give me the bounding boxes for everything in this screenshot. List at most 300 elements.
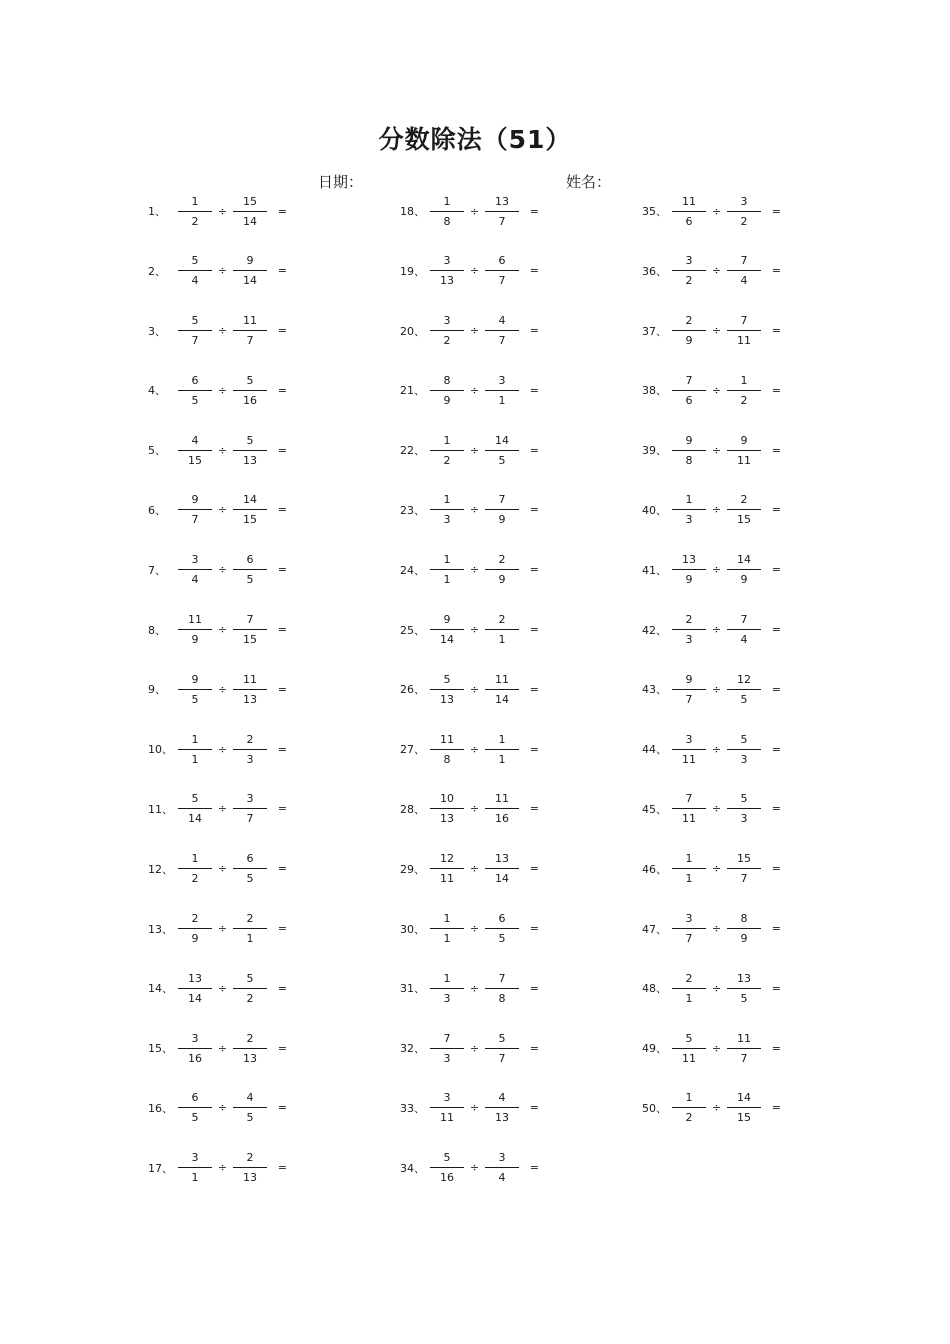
- denominator: 9: [498, 573, 506, 587]
- denominator: 15: [243, 513, 257, 527]
- equals-sign: =: [771, 742, 781, 756]
- problem-expression: [400, 1151, 539, 1185]
- denominator: 1: [443, 932, 451, 946]
- fraction-b: [485, 672, 519, 707]
- division-sign: ÷: [469, 204, 480, 218]
- fraction-a: [178, 433, 212, 468]
- fraction-bar: [727, 1107, 761, 1108]
- fraction-bar: [672, 629, 706, 630]
- fraction-b: [727, 433, 761, 468]
- numerator: 2: [246, 1151, 254, 1165]
- numerator: 3: [498, 1151, 506, 1165]
- fraction-bar: [727, 390, 761, 391]
- fraction-b: [727, 732, 761, 767]
- numerator: 13: [188, 971, 202, 985]
- equals-sign: =: [529, 383, 539, 397]
- fraction-a: [430, 552, 464, 587]
- fraction-bar: [430, 1167, 464, 1168]
- problem-expression: [642, 493, 781, 527]
- problem-expression: [148, 433, 287, 467]
- denominator: 1: [498, 752, 506, 766]
- fraction-bar: [430, 749, 464, 750]
- denominator: 13: [243, 453, 257, 467]
- division-sign: ÷: [217, 682, 228, 696]
- denominator: 4: [191, 274, 199, 288]
- numerator: 4: [191, 433, 199, 447]
- numerator: 1: [443, 553, 451, 567]
- problem-row: [148, 369, 378, 429]
- numerator: 3: [191, 553, 199, 567]
- fraction-bar: [233, 808, 267, 809]
- fraction-bar: [178, 450, 212, 451]
- equals-sign: =: [771, 802, 781, 816]
- fraction-bar: [178, 1167, 212, 1168]
- problem-number: 29、: [400, 862, 425, 876]
- fraction-a: [672, 851, 706, 886]
- problem-number: 42、: [642, 623, 667, 637]
- fraction-bar: [233, 988, 267, 989]
- problem-row: [400, 609, 630, 669]
- numerator: 8: [740, 912, 748, 926]
- fraction-bar: [233, 868, 267, 869]
- denominator: 11: [682, 752, 696, 766]
- denominator: 1: [443, 573, 451, 587]
- fraction-bar: [430, 1048, 464, 1049]
- equals-sign: =: [277, 742, 287, 756]
- problem-expression: [642, 373, 781, 407]
- denominator: 4: [740, 274, 748, 288]
- numerator: 11: [243, 672, 257, 686]
- equals-sign: =: [529, 1161, 539, 1175]
- fraction-a: [178, 791, 212, 826]
- equals-sign: =: [771, 383, 781, 397]
- numerator: 3: [191, 1151, 199, 1165]
- problem-number: 5、: [148, 444, 166, 458]
- fraction-bar: [233, 509, 267, 510]
- numerator: 5: [498, 1031, 506, 1045]
- numerator: 3: [443, 314, 451, 328]
- numerator: 8: [443, 373, 451, 387]
- numerator: 1: [443, 912, 451, 926]
- fraction-bar: [727, 1048, 761, 1049]
- equals-sign: =: [771, 264, 781, 278]
- fraction-a: [178, 1150, 212, 1185]
- fraction-bar: [430, 390, 464, 391]
- fraction-bar: [178, 928, 212, 929]
- numerator: 1: [443, 194, 451, 208]
- denominator: 11: [737, 334, 751, 348]
- fraction-bar: [485, 211, 519, 212]
- problem-expression: [400, 314, 539, 348]
- numerator: 10: [440, 792, 454, 806]
- equals-sign: =: [529, 204, 539, 218]
- problem-number: 3、: [148, 324, 166, 338]
- fraction-a: [672, 373, 706, 408]
- problem-expression: [148, 792, 287, 826]
- fraction-bar: [485, 569, 519, 570]
- fraction-b: [485, 373, 519, 408]
- division-sign: ÷: [711, 324, 722, 338]
- numerator: 9: [246, 254, 254, 268]
- problem-number: 49、: [642, 1042, 667, 1056]
- date-label: 日期：: [318, 173, 364, 191]
- division-sign: ÷: [711, 563, 722, 577]
- fraction-bar: [672, 988, 706, 989]
- denominator: 7: [685, 692, 693, 706]
- denominator: 1: [498, 633, 506, 647]
- denominator: 5: [498, 932, 506, 946]
- fraction-bar: [672, 868, 706, 869]
- problem-column-3: [642, 190, 872, 1147]
- fraction-a: [430, 791, 464, 826]
- equals-sign: =: [771, 204, 781, 218]
- numerator: 1: [443, 493, 451, 507]
- fraction-b: [485, 791, 519, 826]
- equals-sign: =: [771, 1101, 781, 1115]
- problem-number: 8、: [148, 623, 166, 637]
- problem-column-1: [148, 190, 378, 1207]
- problem-row: [148, 549, 378, 609]
- denominator: 3: [443, 1051, 451, 1065]
- numerator: 7: [740, 314, 748, 328]
- denominator: 7: [246, 334, 254, 348]
- division-sign: ÷: [711, 383, 722, 397]
- equals-sign: =: [771, 563, 781, 577]
- problem-number: 7、: [148, 563, 166, 577]
- problem-expression: [642, 254, 781, 288]
- numerator: 2: [246, 1031, 254, 1045]
- fraction-bar: [672, 450, 706, 451]
- fraction-bar: [672, 1107, 706, 1108]
- denominator: 14: [188, 991, 202, 1005]
- fraction-bar: [672, 390, 706, 391]
- numerator: 2: [498, 553, 506, 567]
- equals-sign: =: [529, 1101, 539, 1115]
- equals-sign: =: [529, 862, 539, 876]
- fraction-bar: [178, 749, 212, 750]
- division-sign: ÷: [711, 204, 722, 218]
- fraction-b: [727, 612, 761, 647]
- problem-expression: [642, 852, 781, 886]
- fraction-bar: [727, 450, 761, 451]
- problem-expression: [642, 971, 781, 1005]
- problem-number: 37、: [642, 324, 667, 338]
- fraction-bar: [672, 749, 706, 750]
- fraction-bar: [672, 569, 706, 570]
- fraction-b: [485, 253, 519, 288]
- division-sign: ÷: [469, 682, 480, 696]
- denominator: 9: [443, 393, 451, 407]
- fraction-b: [727, 313, 761, 348]
- numerator: 3: [685, 732, 693, 746]
- fraction-bar: [233, 270, 267, 271]
- division-sign: ÷: [217, 1161, 228, 1175]
- problem-expression: [400, 613, 539, 647]
- denominator: 5: [246, 573, 254, 587]
- fraction-bar: [727, 509, 761, 510]
- division-sign: ÷: [469, 503, 480, 517]
- problem-row: [642, 908, 872, 968]
- fraction-bar: [430, 689, 464, 690]
- problem-row: [400, 967, 630, 1027]
- fraction-bar: [178, 988, 212, 989]
- numerator: 1: [740, 373, 748, 387]
- problem-expression: [148, 1091, 287, 1125]
- numerator: 3: [685, 254, 693, 268]
- fraction-b: [727, 911, 761, 946]
- fraction-a: [672, 1090, 706, 1125]
- problem-row: [400, 788, 630, 848]
- division-sign: ÷: [217, 383, 228, 397]
- numerator: 9: [685, 672, 693, 686]
- problem-expression: [400, 254, 539, 288]
- fraction-bar: [485, 1048, 519, 1049]
- denominator: 8: [685, 453, 693, 467]
- problem-expression: [642, 912, 781, 946]
- problem-row: [642, 1027, 872, 1087]
- fraction-b: [233, 1090, 267, 1125]
- numerator: 7: [498, 971, 506, 985]
- denominator: 5: [246, 1111, 254, 1125]
- fraction-b: [727, 672, 761, 707]
- denominator: 13: [440, 692, 454, 706]
- fraction-b: [233, 672, 267, 707]
- numerator: 1: [685, 1091, 693, 1105]
- problem-expression: [148, 553, 287, 587]
- fraction-bar: [727, 808, 761, 809]
- numerator: 12: [440, 852, 454, 866]
- equals-sign: =: [529, 802, 539, 816]
- fraction-b: [485, 851, 519, 886]
- numerator: 5: [246, 373, 254, 387]
- equals-sign: =: [277, 204, 287, 218]
- problem-expression: [642, 672, 781, 706]
- numerator: 2: [246, 732, 254, 746]
- fraction-a: [430, 911, 464, 946]
- denominator: 1: [685, 872, 693, 886]
- problem-row: [400, 848, 630, 908]
- fraction-a: [178, 313, 212, 348]
- problem-row: [642, 967, 872, 1027]
- problem-expression: [642, 553, 781, 587]
- fraction-b: [485, 1090, 519, 1125]
- denominator: 11: [682, 1051, 696, 1065]
- numerator: 2: [191, 912, 199, 926]
- problem-expression: [642, 433, 781, 467]
- denominator: 15: [737, 513, 751, 527]
- fraction-b: [233, 1031, 267, 1066]
- problem-number: 40、: [642, 503, 667, 517]
- problem-number: 22、: [400, 444, 425, 458]
- problem-number: 33、: [400, 1101, 425, 1115]
- denominator: 6: [685, 214, 693, 228]
- numerator: 6: [498, 254, 506, 268]
- denominator: 7: [498, 274, 506, 288]
- division-sign: ÷: [217, 443, 228, 457]
- problem-row: [148, 1147, 378, 1207]
- numerator: 2: [685, 314, 693, 328]
- division-sign: ÷: [217, 563, 228, 577]
- fraction-bar: [727, 211, 761, 212]
- numerator: 1: [191, 194, 199, 208]
- denominator: 2: [685, 1111, 693, 1125]
- division-sign: ÷: [711, 802, 722, 816]
- fraction-b: [233, 851, 267, 886]
- fraction-bar: [430, 629, 464, 630]
- problem-number: 10、: [148, 743, 173, 757]
- numerator: 3: [246, 792, 254, 806]
- problem-row: [148, 908, 378, 968]
- denominator: 4: [191, 573, 199, 587]
- fraction-bar: [233, 629, 267, 630]
- fraction-b: [727, 552, 761, 587]
- fraction-a: [430, 1150, 464, 1185]
- fraction-bar: [233, 1167, 267, 1168]
- fraction-b: [727, 791, 761, 826]
- denominator: 3: [246, 752, 254, 766]
- denominator: 9: [191, 932, 199, 946]
- numerator: 15: [243, 194, 257, 208]
- problem-row: [642, 788, 872, 848]
- division-sign: ÷: [469, 443, 480, 457]
- fraction-bar: [727, 330, 761, 331]
- division-sign: ÷: [711, 623, 722, 637]
- problem-number: 35、: [642, 205, 667, 218]
- fraction-bar: [727, 749, 761, 750]
- fraction-a: [672, 313, 706, 348]
- denominator: 1: [191, 1171, 199, 1185]
- problem-expression: [400, 792, 539, 826]
- problem-row: [400, 1147, 630, 1207]
- division-sign: ÷: [469, 563, 480, 577]
- denominator: 11: [440, 1111, 454, 1125]
- division-sign: ÷: [217, 324, 228, 338]
- denominator: 8: [443, 214, 451, 228]
- numerator: 5: [246, 971, 254, 985]
- division-sign: ÷: [711, 862, 722, 876]
- numerator: 6: [498, 912, 506, 926]
- numerator: 15: [737, 852, 751, 866]
- denominator: 1: [685, 991, 693, 1005]
- problem-expression: [642, 314, 781, 348]
- fraction-b: [727, 1090, 761, 1125]
- fraction-b: [233, 612, 267, 647]
- numerator: 5: [740, 792, 748, 806]
- numerator: 4: [246, 1091, 254, 1105]
- denominator: 5: [191, 393, 199, 407]
- problem-number: 25、: [400, 623, 425, 637]
- problem-row: [148, 489, 378, 549]
- denominator: 16: [440, 1171, 454, 1185]
- numerator: 9: [191, 672, 199, 686]
- division-sign: ÷: [217, 503, 228, 517]
- fraction-b: [233, 552, 267, 587]
- numerator: 1: [685, 852, 693, 866]
- problem-number: 43、: [642, 683, 667, 697]
- problem-expression: [400, 553, 539, 587]
- numerator: 5: [443, 672, 451, 686]
- fraction-bar: [178, 211, 212, 212]
- problem-number: 34、: [400, 1161, 425, 1175]
- fraction-a: [672, 1031, 706, 1066]
- fraction-bar: [178, 1048, 212, 1049]
- problem-number: 4、: [148, 384, 166, 398]
- denominator: 2: [191, 872, 199, 886]
- problem-row: [400, 250, 630, 310]
- problem-expression: [642, 613, 781, 647]
- fraction-bar: [178, 390, 212, 391]
- denominator: 2: [443, 453, 451, 467]
- fraction-bar: [485, 509, 519, 510]
- denominator: 5: [246, 872, 254, 886]
- denominator: 14: [243, 214, 257, 228]
- numerator: 5: [740, 732, 748, 746]
- problem-expression: [148, 1031, 287, 1065]
- problem-number: 50、: [642, 1101, 667, 1115]
- problem-number: 16、: [148, 1101, 173, 1115]
- numerator: 7: [498, 493, 506, 507]
- denominator: 5: [191, 692, 199, 706]
- problem-row: [400, 668, 630, 728]
- numerator: 9: [191, 493, 199, 507]
- fraction-bar: [485, 868, 519, 869]
- division-sign: ÷: [469, 862, 480, 876]
- fraction-bar: [178, 808, 212, 809]
- fraction-bar: [672, 808, 706, 809]
- problem-number: 20、: [400, 324, 425, 338]
- fraction-b: [233, 433, 267, 468]
- division-sign: ÷: [711, 922, 722, 936]
- fraction-b: [233, 492, 267, 527]
- denominator: 2: [685, 274, 693, 288]
- equals-sign: =: [771, 862, 781, 876]
- problem-expression: [148, 1151, 287, 1185]
- numerator: 5: [191, 792, 199, 806]
- equals-sign: =: [277, 264, 287, 278]
- problem-row: [148, 310, 378, 370]
- equals-sign: =: [529, 563, 539, 577]
- numerator: 7: [685, 373, 693, 387]
- denominator: 11: [682, 812, 696, 826]
- denominator: 14: [188, 812, 202, 826]
- fraction-bar: [430, 270, 464, 271]
- fraction-bar: [485, 270, 519, 271]
- numerator: 13: [495, 194, 509, 208]
- fraction-bar: [178, 270, 212, 271]
- fraction-a: [178, 911, 212, 946]
- denominator: 15: [243, 633, 257, 647]
- problem-number: 26、: [400, 683, 425, 697]
- problem-row: [642, 1087, 872, 1147]
- equals-sign: =: [529, 742, 539, 756]
- fraction-a: [672, 732, 706, 767]
- equals-sign: =: [771, 503, 781, 517]
- problem-expression: [642, 1091, 781, 1125]
- problem-row: [642, 250, 872, 310]
- fraction-b: [727, 492, 761, 527]
- fraction-bar: [233, 330, 267, 331]
- equals-sign: =: [529, 981, 539, 995]
- division-sign: ÷: [217, 922, 228, 936]
- fraction-b: [727, 373, 761, 408]
- division-sign: ÷: [217, 204, 228, 218]
- problem-row: [400, 1087, 630, 1147]
- division-sign: ÷: [711, 981, 722, 995]
- fraction-b: [727, 851, 761, 886]
- denominator: 3: [685, 513, 693, 527]
- numerator: 7: [740, 613, 748, 627]
- fraction-b: [485, 732, 519, 767]
